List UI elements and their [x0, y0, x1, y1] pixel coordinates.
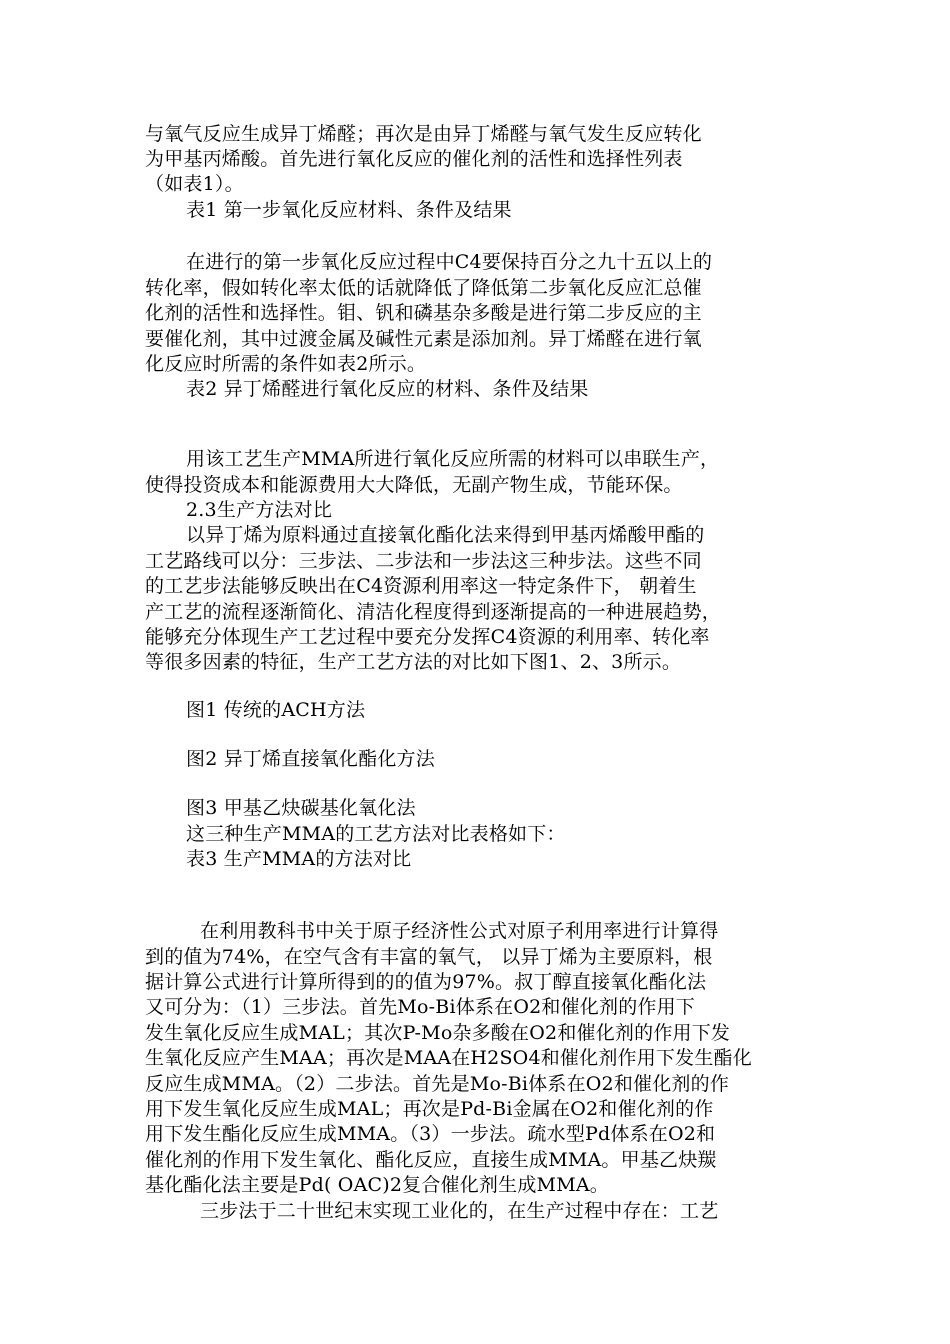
- text-line-16: 的工艺步法能够反映出在C4资源利用率这一特定条件下， 朝着生: [145, 575, 697, 597]
- text-line-19: 等很多因素的特征，生产工艺方法的对比如下图1、2、3所示。: [145, 651, 682, 673]
- text-line-3: （如表1）。: [145, 173, 244, 195]
- text-line-31: 反应生成MMA。（2）二步法。首先是Mo-Bi体系在O2和催化剂的作: [145, 1073, 730, 1095]
- text-line-17: 产工艺的流程逐渐简化、清洁化程度得到逐渐提高的一种进展趋势，: [145, 601, 722, 623]
- text-line-2: 为甲基丙烯酸。首先进行氧化反应的催化剂的活性和选择性列表: [145, 148, 683, 170]
- figure-2-caption: 图2 异丁烯直接氧化酯化方法: [186, 748, 435, 770]
- text-line-14: 以异丁烯为原料通过直接氧化酯化法来得到甲基丙烯酸甲酯的: [186, 524, 705, 546]
- text-line-32: 用下发生氧化反应生成MAL；再次是Pd-Bi金属在O2和催化剂的作: [145, 1098, 714, 1120]
- text-line-30: 生氧化反应产生MAA；再次是MAA在H2SO4和催化剂作用下发生酯化: [145, 1047, 752, 1069]
- text-line-26: 到的值为74%，在空气含有丰富的氧气， 以异丁烯为主要原料，根: [145, 946, 713, 968]
- text-line-8: 要催化剂，其中过渡金属及碱性元素是添加剂。异丁烯醛在进行氧: [145, 328, 702, 350]
- text-line-33: 用下发生酯化反应生成MMA。（3）一步法。疏水型Pd体系在O2和: [145, 1123, 716, 1145]
- text-line-12: 使得投资成本和能源费用大大降低，无副产物生成，节能环保。: [145, 474, 683, 496]
- text-line-9: 化反应时所需的条件如表2所示。: [145, 353, 427, 375]
- text-line-36: 三步法于二十世纪末实现工业化的，在生产过程中存在：工艺: [200, 1200, 719, 1222]
- text-line-15: 工艺路线可以分：三步法、二步法和一步法这三种步法。这些不同: [145, 550, 702, 572]
- table-2-caption: 表2 异丁烯醛进行氧化反应的材料、条件及结果: [186, 378, 589, 400]
- figure-3-caption: 图3 甲基乙炔碳基化氧化法: [186, 797, 416, 819]
- text-line-5: 在进行的第一步氧化反应过程中C4要保持百分之九十五以上的: [186, 251, 713, 273]
- text-line-28: 又可分为：（1）三步法。首先Mo-Bi体系在O2和催化剂的作用下: [145, 996, 696, 1018]
- text-line-7: 化剂的活性和选择性。钼、钒和磷基杂多酸是进行第二步反应的主: [145, 302, 702, 324]
- text-line-18: 能够充分体现生产工艺过程中要充分发挥C4资源的利用率、转化率: [145, 626, 710, 648]
- text-line-35: 基化酯化法主要是Pd( OAC)2复合催化剂生成MMA。: [145, 1174, 609, 1196]
- text-line-11: 用该工艺生产MMA所进行氧化反应所需的材料可以串联生产，: [186, 448, 720, 470]
- table-3-caption: 表3 生产MMA的方法对比: [186, 848, 412, 870]
- text-line-34: 催化剂的作用下发生氧化、酯化反应，直接生成MMA。甲基乙炔羰: [145, 1149, 717, 1171]
- section-heading-2-3: 2.3生产方法对比: [186, 499, 333, 521]
- text-line-27: 据计算公式进行计算所得到的的值为97%。叔丁醇直接氧化酯化法: [145, 971, 707, 993]
- text-line-23: 这三种生产MMA的工艺方法对比表格如下：: [186, 823, 566, 845]
- table-1-caption: 表1 第一步氧化反应材料、条件及结果: [186, 199, 512, 221]
- figure-1-caption: 图1 传统的ACH方法: [186, 699, 366, 721]
- text-line-25: 在利用教科书中关于原子经济性公式对原子利用率进行计算得: [200, 920, 719, 942]
- text-line-6: 转化率，假如转化率太低的话就降低了降低第二步氧化反应汇总催: [145, 277, 702, 299]
- text-line-1: 与氧气反应生成异丁烯醛；再次是由异丁烯醛与氧气发生反应转化: [145, 123, 702, 145]
- text-line-29: 发生氧化反应生成MAL；其次P-Mo杂多酸在O2和催化剂的作用下发: [145, 1022, 731, 1044]
